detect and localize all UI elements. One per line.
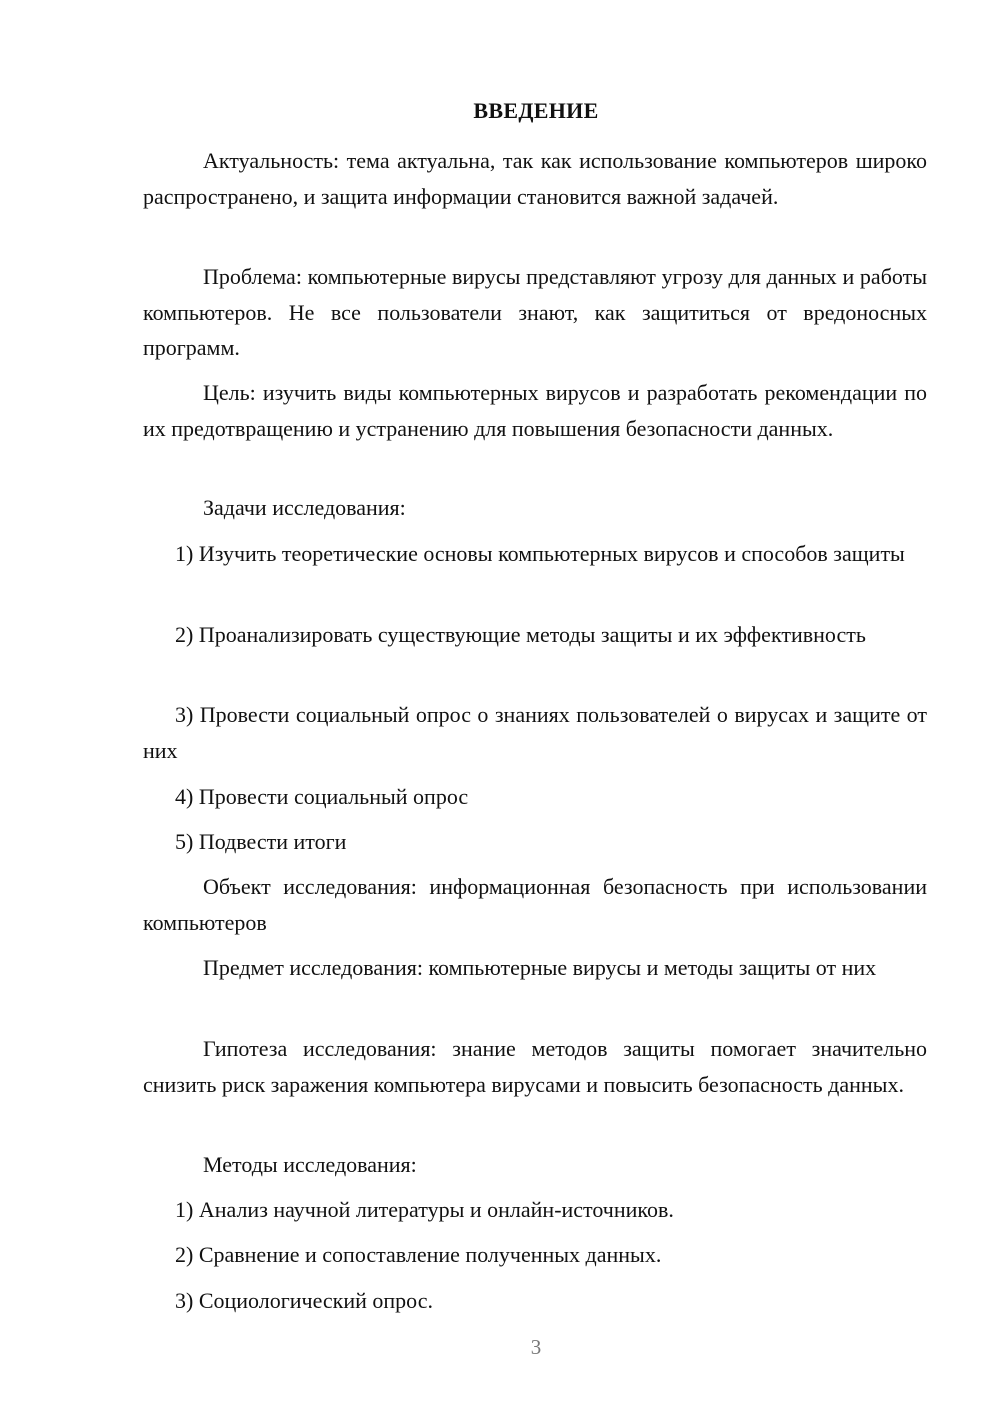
- list-item-method-1: 1) Анализ научной литературы и онлайн-источников.: [175, 1197, 674, 1222]
- paragraph-problem: Проблема: компьютерные вирусы представляют угрозу для данных и работы компьютеров. Не все пользователи знают, как защититься от вредоносных программ.: [143, 264, 927, 360]
- paragraph-goal: Цель: изучить виды компьютерных вирусов и разработать рекомендации по их предотвращению и устранению для повышения безопасности данных.: [143, 380, 927, 441]
- paragraph-relevance: Актуальность: тема актуальна, так как использование компьютеров широко распространено, и защита информации становится важной задачей.: [143, 148, 927, 209]
- paragraph-hypothesis: Гипотеза исследования: знание методов защиты помогает значительно снизить риск заражения компьютера вирусами и повысить безопасность данных.: [143, 1036, 927, 1097]
- list-item-method-3: 3) Социологический опрос.: [175, 1288, 433, 1313]
- list-item-task-5: 5) Подвести итоги: [175, 829, 347, 854]
- page-title: ВВЕДЕНИЕ: [473, 98, 599, 123]
- list-item-task-1: 1) Изучить теоретические основы компьютерных вирусов и способов защиты: [175, 541, 905, 566]
- list-item-task-4: 4) Провести социальный опрос: [175, 784, 469, 809]
- page-number: 3: [530, 1335, 542, 1359]
- list-item-task-2: 2) Проанализировать существующие методы защиты и их эффективность: [175, 622, 866, 647]
- paragraph-subject: Предмет исследования: компьютерные вирусы и методы защиты от них: [203, 955, 877, 980]
- list-item-method-2: 2) Сравнение и сопоставление полученных данных.: [175, 1242, 662, 1267]
- paragraph-tasks-heading: Задачи исследования:: [203, 495, 406, 520]
- paragraph-object: Объект исследования: информационная безопасность при использовании компьютеров: [143, 874, 927, 935]
- list-item-task-3: 3) Провести социальный опрос о знаниях пользователей о вирусах и защите от них: [143, 702, 927, 763]
- paragraph-methods-heading: Методы исследования:: [203, 1152, 417, 1177]
